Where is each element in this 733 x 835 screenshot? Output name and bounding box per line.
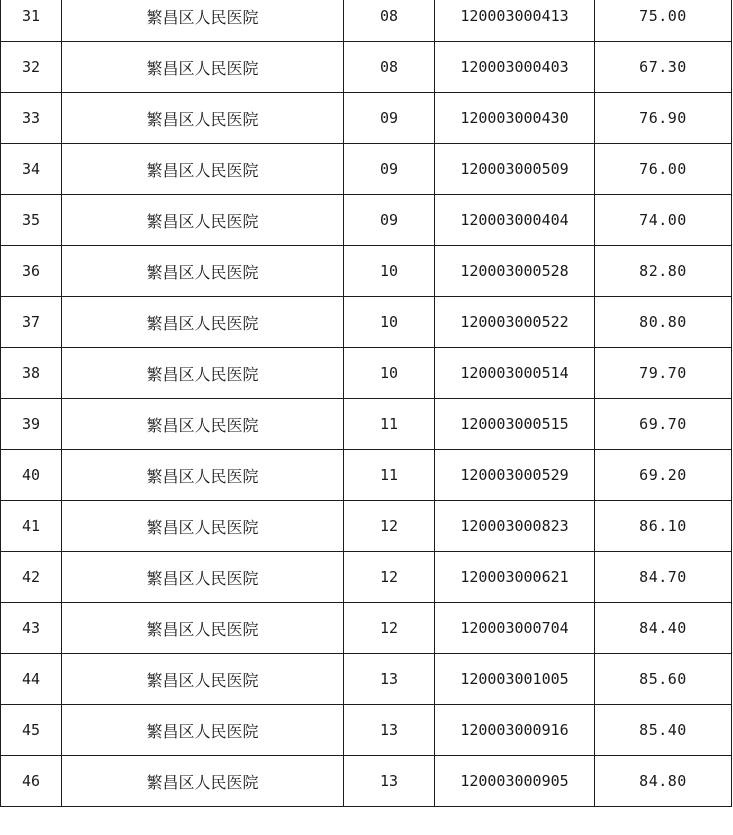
row-number: 44: [1, 654, 62, 705]
hospital-name: 繁昌区人民医院: [62, 297, 344, 348]
row-number: 40: [1, 450, 62, 501]
hospital-name: 繁昌区人民医院: [62, 501, 344, 552]
post-code: 10: [344, 246, 435, 297]
table-row: [1, 399, 732, 450]
row-number: 34: [1, 144, 62, 195]
table-row: [1, 450, 732, 501]
ticket-number: 120003000621: [435, 552, 595, 603]
score: 80.80: [595, 297, 732, 348]
table-row: [1, 552, 732, 603]
score: 69.20: [595, 450, 732, 501]
post-code: 09: [344, 93, 435, 144]
hospital-name: 繁昌区人民医院: [62, 705, 344, 756]
hospital-name: 繁昌区人民医院: [62, 552, 344, 603]
score: 84.80: [595, 756, 732, 807]
row-number: 31: [1, 0, 62, 42]
score: 75.00: [595, 0, 732, 42]
hospital-name: 繁昌区人民医院: [62, 0, 344, 42]
hospital-name: 繁昌区人民医院: [62, 246, 344, 297]
table-row: [1, 195, 732, 246]
post-code: 11: [344, 399, 435, 450]
table-row: [1, 756, 732, 807]
table-row: [1, 246, 732, 297]
hospital-name: 繁昌区人民医院: [62, 603, 344, 654]
row-number: 43: [1, 603, 62, 654]
table-row: [1, 144, 732, 195]
row-number: 32: [1, 42, 62, 93]
table-row: [1, 348, 732, 399]
score: 85.40: [595, 705, 732, 756]
hospital-name: 繁昌区人民医院: [62, 756, 344, 807]
table-row: [1, 297, 732, 348]
post-code: 09: [344, 144, 435, 195]
table-row: [1, 705, 732, 756]
ticket-number: 120003000413: [435, 0, 595, 42]
score: 82.80: [595, 246, 732, 297]
score: 79.70: [595, 348, 732, 399]
hospital-name: 繁昌区人民医院: [62, 195, 344, 246]
score: 84.70: [595, 552, 732, 603]
score: 76.90: [595, 93, 732, 144]
hospital-name: 繁昌区人民医院: [62, 144, 344, 195]
post-code: 12: [344, 603, 435, 654]
ticket-number: 120003001005: [435, 654, 595, 705]
table-row: [1, 93, 732, 144]
score: 84.40: [595, 603, 732, 654]
ticket-number: 120003000430: [435, 93, 595, 144]
post-code: 11: [344, 450, 435, 501]
post-code: 13: [344, 654, 435, 705]
post-code: 08: [344, 0, 435, 42]
table-row: [1, 0, 732, 42]
score: 74.00: [595, 195, 732, 246]
ticket-number: 120003000404: [435, 195, 595, 246]
ticket-number: 120003000528: [435, 246, 595, 297]
ticket-number: 120003000515: [435, 399, 595, 450]
ticket-number: 120003000509: [435, 144, 595, 195]
table-row: [1, 654, 732, 705]
hospital-name: 繁昌区人民医院: [62, 654, 344, 705]
ticket-number: 120003000905: [435, 756, 595, 807]
table-body: [1, 0, 732, 807]
hospital-name: 繁昌区人民医院: [62, 348, 344, 399]
table-row: [1, 501, 732, 552]
ticket-number: 120003000403: [435, 42, 595, 93]
row-number: 42: [1, 552, 62, 603]
row-number: 41: [1, 501, 62, 552]
score: 86.10: [595, 501, 732, 552]
hospital-name: 繁昌区人民医院: [62, 42, 344, 93]
row-number: 33: [1, 93, 62, 144]
hospital-name: 繁昌区人民医院: [62, 399, 344, 450]
post-code: 09: [344, 195, 435, 246]
row-number: 35: [1, 195, 62, 246]
post-code: 08: [344, 42, 435, 93]
row-number: 45: [1, 705, 62, 756]
row-number: 37: [1, 297, 62, 348]
hospital-name: 繁昌区人民医院: [62, 450, 344, 501]
table-row: [1, 603, 732, 654]
post-code: 12: [344, 501, 435, 552]
post-code: 13: [344, 705, 435, 756]
row-number: 38: [1, 348, 62, 399]
post-code: 13: [344, 756, 435, 807]
ticket-number: 120003000514: [435, 348, 595, 399]
score: 85.60: [595, 654, 732, 705]
row-number: 36: [1, 246, 62, 297]
post-code: 12: [344, 552, 435, 603]
table-row: [1, 42, 732, 93]
ticket-number: 120003000704: [435, 603, 595, 654]
ticket-number: 120003000916: [435, 705, 595, 756]
ticket-number: 120003000823: [435, 501, 595, 552]
row-number: 46: [1, 756, 62, 807]
row-number: 39: [1, 399, 62, 450]
hospital-name: 繁昌区人民医院: [62, 93, 344, 144]
ticket-number: 120003000522: [435, 297, 595, 348]
post-code: 10: [344, 348, 435, 399]
ticket-number: 120003000529: [435, 450, 595, 501]
post-code: 10: [344, 297, 435, 348]
score: 67.30: [595, 42, 732, 93]
score: 76.00: [595, 144, 732, 195]
score: 69.70: [595, 399, 732, 450]
